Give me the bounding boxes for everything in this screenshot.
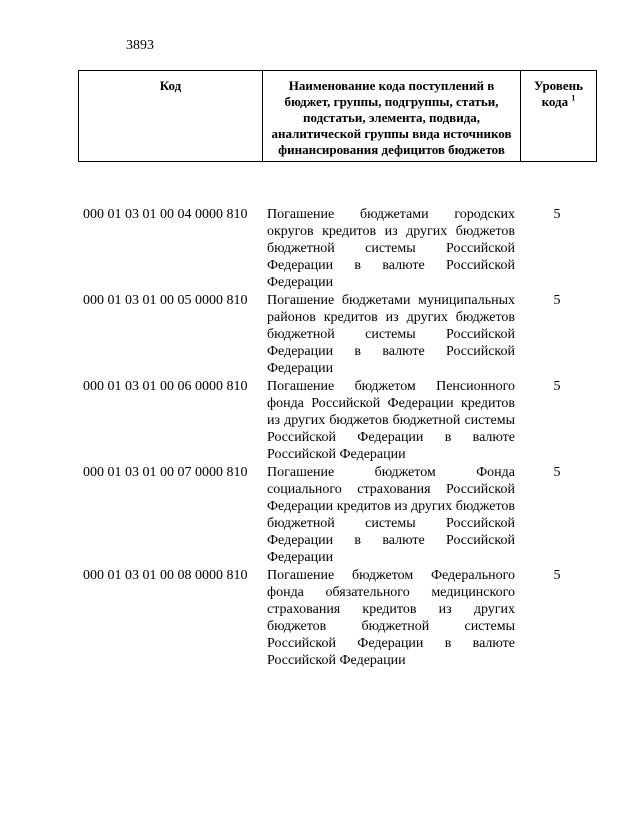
table-row [78,378,596,463]
row-name: Погашение бюджетом Пенсионного фонда Российской Федерации кредитов из других бюджетов бюджетной системы Российской Федерации в валюте Российской Федерации [267,379,515,462]
footnote-marker: 1 [571,93,576,103]
header-code [79,71,263,162]
row-name: Погашение бюджетом Фонда социального страхования Российской Федерации кредитов из других бюджетов бюджетной системы Российской Федерации в валюте Российской Федерации [267,465,515,565]
table-row [78,567,596,669]
table-header [78,70,597,162]
table-row [78,464,596,566]
header-level [521,71,597,162]
row-level: 5 [553,568,561,583]
header-code-label: Код [159,78,182,93]
row-level: 5 [553,465,561,480]
row-name: Погашение бюджетами городских округов кредитов из других бюджетов бюджетной системы Российской Федерации в валюте Российской Федерации [267,207,515,290]
row-name: Погашение бюджетом Федерального фонда обязательного медицинского страхования кредитов из других бюджетов бюджетной системы Российской Федерации в валюте Российской Федерации [267,568,515,668]
row-code: 000 01 03 01 00 06 0000 810 [83,379,248,394]
header-level-label: Уровень кода [533,78,584,109]
table-row [78,292,596,377]
header-name-label: Наименование кода поступлений в бюджет, группы, подгруппы, статьи, подстатьи, элемента, подвида, аналитической группы вида источников финансирования дефицитов бюджетов [271,78,512,157]
page-number: 3893 [126,38,154,53]
row-level: 5 [553,293,561,308]
header-row [79,71,597,162]
row-code: 000 01 03 01 00 04 0000 810 [83,207,248,222]
row-name: Погашение бюджетами муниципальных районов кредитов из других бюджетов бюджетной системы Российской Федерации в валюте Российской Федерации [267,293,515,376]
row-code: 000 01 03 01 00 08 0000 810 [83,568,248,583]
table-body [78,206,596,670]
table-row [78,206,596,291]
header-name [263,71,521,162]
row-level: 5 [553,207,561,222]
row-code: 000 01 03 01 00 05 0000 810 [83,293,248,308]
row-code: 000 01 03 01 00 07 0000 810 [83,465,248,480]
row-level: 5 [553,379,561,394]
